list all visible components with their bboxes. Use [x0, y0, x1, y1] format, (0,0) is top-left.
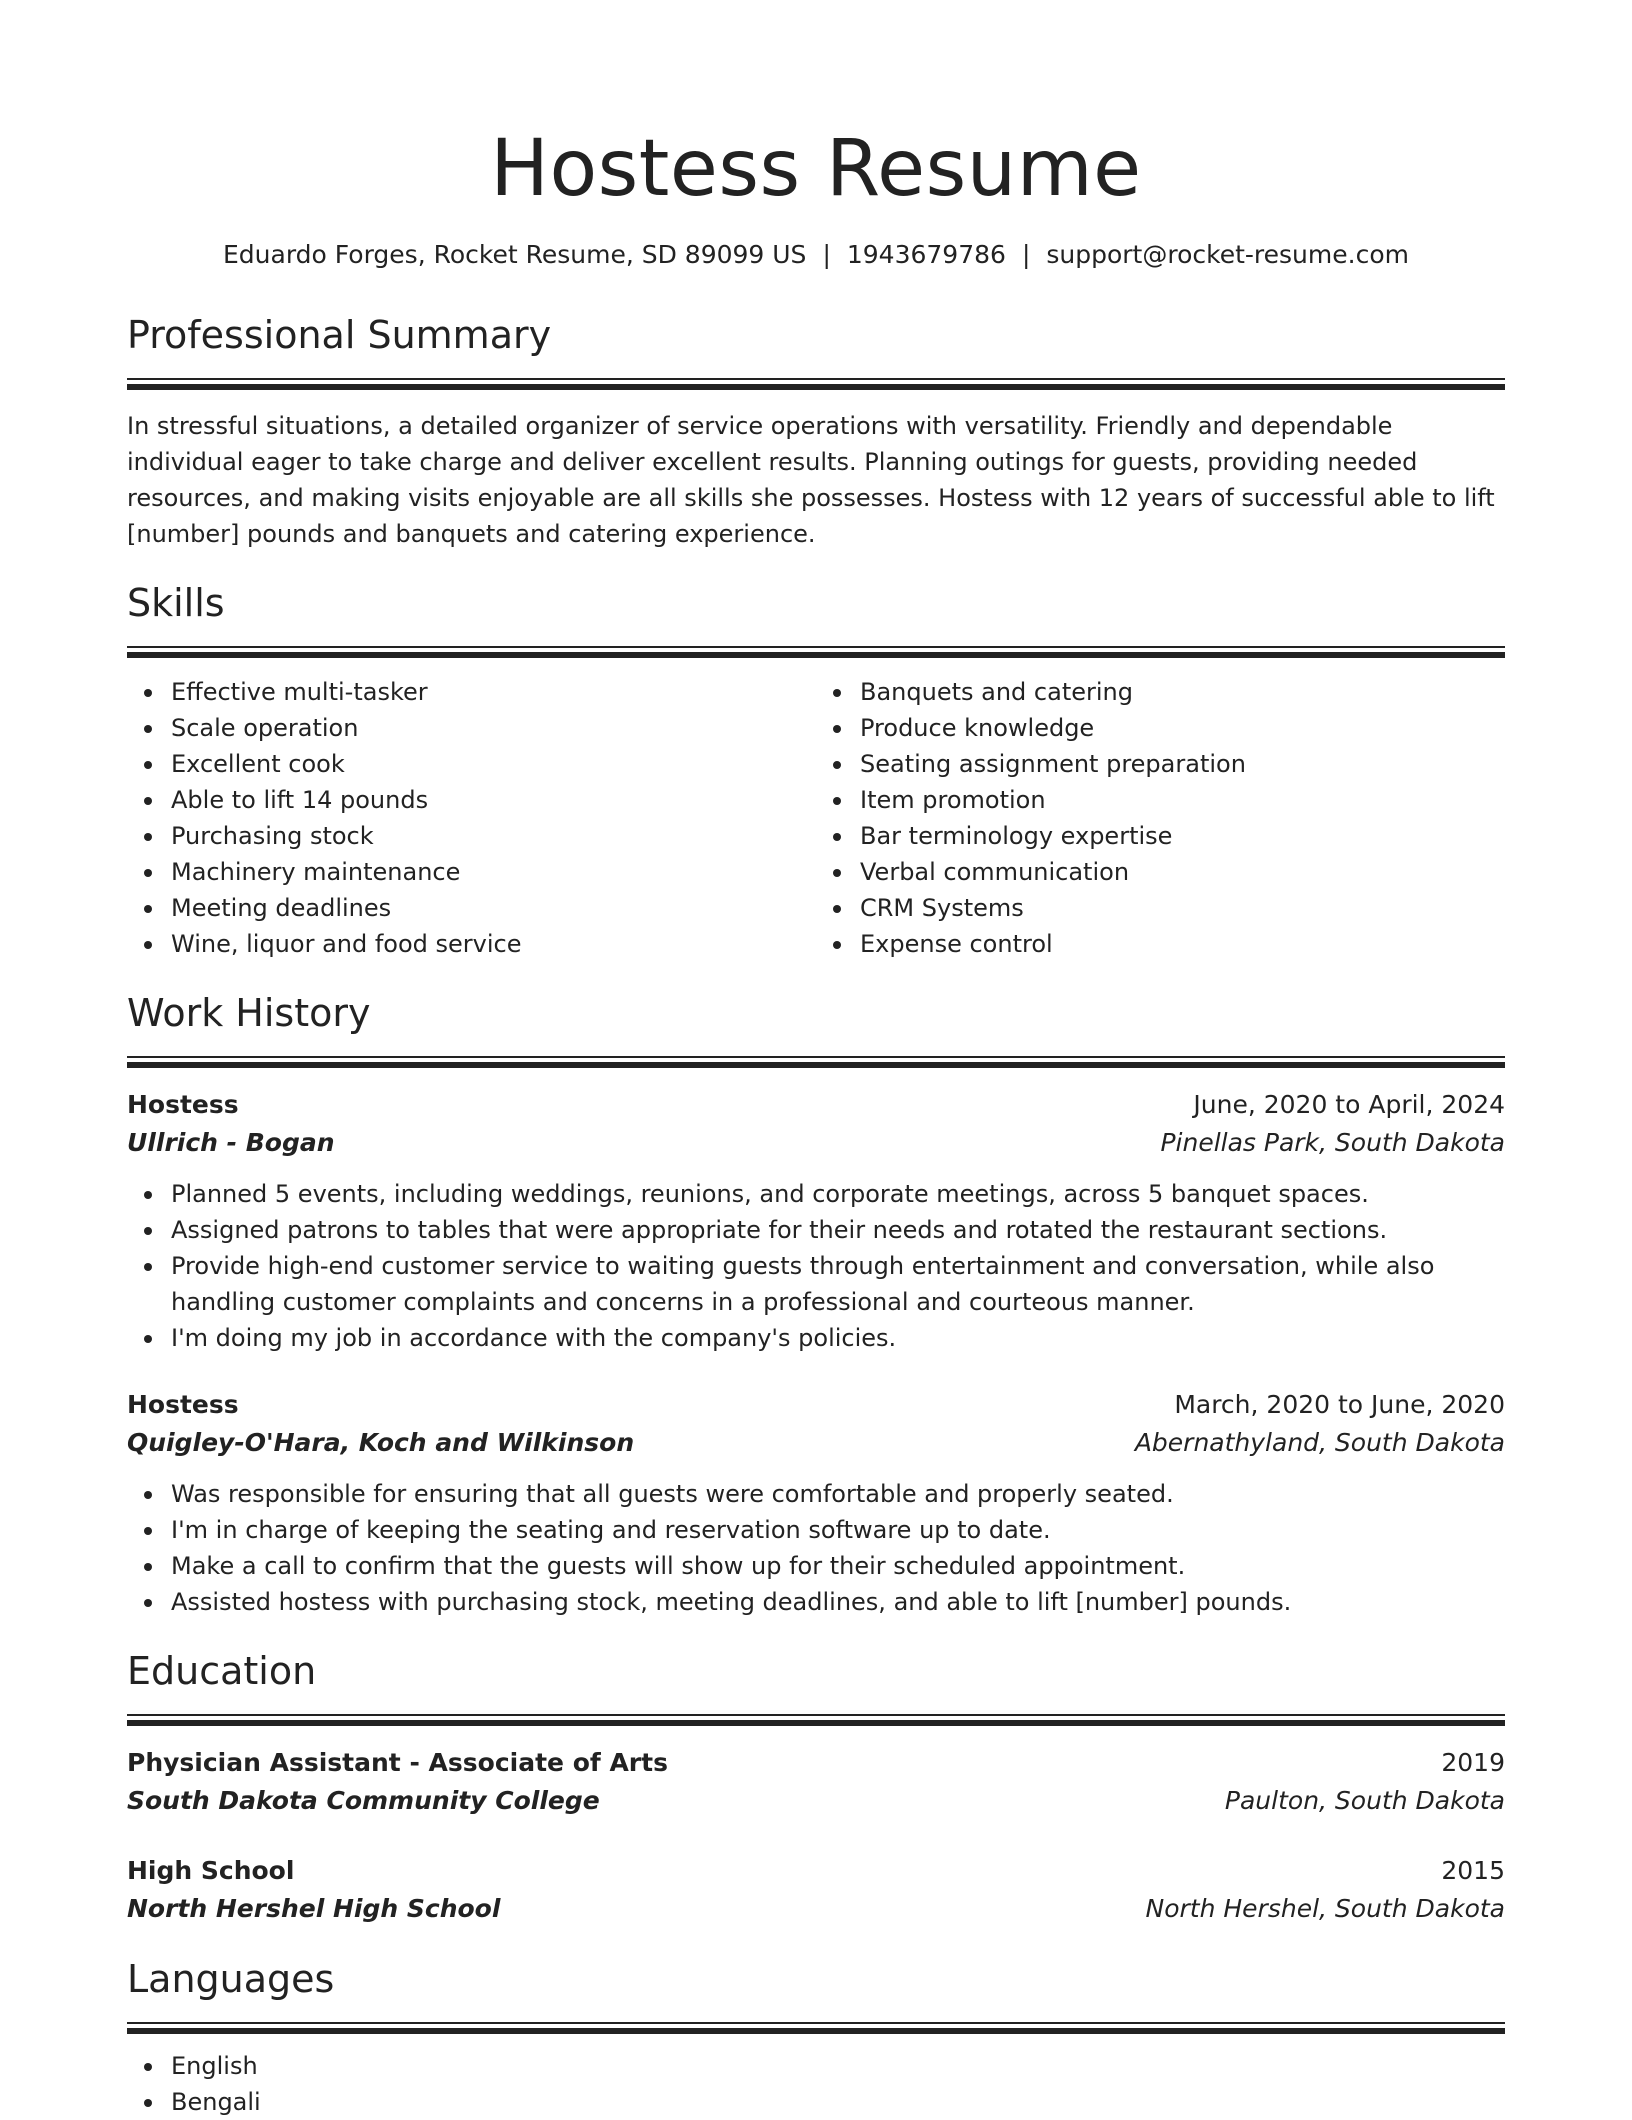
list-item: Excellent cook — [171, 746, 816, 782]
section-heading: Work History — [127, 991, 371, 1035]
list-item: CRM Systems — [860, 890, 1505, 926]
contact-phone: 1943679786 — [846, 240, 1006, 269]
education-degree: High School — [127, 1856, 295, 1885]
job-dates: June, 2020 to April, 2024 — [1193, 1090, 1505, 1119]
list-item: Effective multi-tasker — [171, 674, 816, 710]
education-location: Paulton, South Dakota — [1224, 1786, 1505, 1815]
education-subheader — [127, 1782, 1505, 1820]
page-title: Hostess Resume — [490, 124, 1142, 214]
education-header — [127, 1744, 1505, 1782]
list-item: Assisted hostess with purchasing stock, meeting deadlines, and able to lift [number] pounds. — [171, 1584, 1505, 1620]
list-item: Was responsible for ensuring that all guests were comfortable and properly seated. — [171, 1476, 1505, 1512]
list-item: Wine, liquor and food service — [171, 926, 816, 962]
section-heading: Education — [127, 1649, 317, 1693]
skills-column-right — [816, 674, 1505, 962]
section-heading: Professional Summary — [127, 313, 552, 357]
education-degree: Physician Assistant - Associate of Arts — [127, 1748, 668, 1777]
list-item: Bar terminology expertise — [860, 818, 1505, 854]
contact-separator: | — [1021, 240, 1031, 269]
education-header — [127, 1852, 1505, 1890]
contact-email: support@rocket-resume.com — [1046, 240, 1409, 269]
job-duties — [127, 1176, 1505, 1356]
job-subheader — [127, 1124, 1505, 1162]
section-heading: Skills — [127, 581, 225, 625]
skills-column-left — [127, 674, 816, 962]
list-item: Bengali — [171, 2084, 1505, 2120]
skills-grid — [127, 674, 1505, 962]
skills-section — [127, 578, 1505, 962]
list-item: Planned 5 events, including weddings, reunions, and corporate meetings, across 5 banquet spaces. — [171, 1176, 1505, 1212]
list-item: English — [171, 2048, 1505, 2084]
job-entry — [127, 1086, 1505, 1356]
job-header — [127, 1086, 1505, 1124]
education-section — [127, 1646, 1505, 1928]
education-subheader — [127, 1890, 1505, 1928]
list-item: Machinery maintenance — [171, 854, 816, 890]
list-item: Meeting deadlines — [171, 890, 816, 926]
job-location: Pinellas Park, South Dakota — [1160, 1128, 1505, 1157]
job-entry — [127, 1386, 1505, 1620]
list-item: Seating assignment preparation — [860, 746, 1505, 782]
section-divider — [127, 1714, 1505, 1726]
list-item: Make a call to confirm that the guests will show up for their scheduled appointment. — [171, 1548, 1505, 1584]
list-item: Produce knowledge — [860, 710, 1505, 746]
summary-section — [127, 310, 1505, 552]
skills-list — [127, 674, 816, 962]
education-entry — [127, 1852, 1505, 1928]
section-divider — [127, 646, 1505, 658]
section-heading: Languages — [127, 1957, 335, 2001]
job-title: Hostess — [127, 1090, 239, 1119]
section-divider — [127, 2022, 1505, 2034]
job-dates: March, 2020 to June, 2020 — [1174, 1390, 1505, 1419]
job-title: Hostess — [127, 1390, 239, 1419]
job-location: Abernathyland, South Dakota — [1134, 1428, 1505, 1457]
education-location: North Hershel, South Dakota — [1145, 1894, 1505, 1923]
list-item: Provide high-end customer service to waiting guests through entertainment and conversation, while also handling customer complaints and concerns in a professional and courteous manner. — [171, 1248, 1505, 1320]
education-entry — [127, 1744, 1505, 1820]
education-school: North Hershel High School — [127, 1894, 501, 1923]
list-item: Banquets and catering — [860, 674, 1505, 710]
list-item: Scale operation — [171, 710, 816, 746]
contact-line — [127, 238, 1505, 272]
list-item: Assigned patrons to tables that were appropriate for their needs and rotated the restaurant sections. — [171, 1212, 1505, 1248]
list-item: Purchasing stock — [171, 818, 816, 854]
education-school: South Dakota Community College — [127, 1786, 600, 1815]
list-item: Expense control — [860, 926, 1505, 962]
list-item: Item promotion — [860, 782, 1505, 818]
contact-separator: | — [822, 240, 831, 269]
contact-address: Eduardo Forges, Rocket Resume, SD 89099 US — [223, 240, 807, 269]
job-header — [127, 1386, 1505, 1424]
work-history-section — [127, 988, 1505, 1620]
summary-text: In stressful situations, a detailed organizer of service operations with versatility. Friendly and dependable individual eager to take charge and deliver excellent results. Planning outings for guests, providing needed resources, and making visits enjoyable are all skills she possesses. Hostess with 12 years of successful able to lift [number] pounds and banquets and catering experience. — [127, 412, 1495, 548]
languages-list — [127, 2048, 1505, 2120]
job-duties — [127, 1476, 1505, 1620]
section-divider — [127, 378, 1505, 390]
job-company: Ullrich - Bogan — [127, 1128, 335, 1157]
education-year: 2019 — [1441, 1748, 1505, 1777]
list-item: Able to lift 14 pounds — [171, 782, 816, 818]
section-divider — [127, 1056, 1505, 1068]
languages-section — [127, 1954, 1505, 2120]
education-year: 2015 — [1441, 1856, 1505, 1885]
job-subheader — [127, 1424, 1505, 1462]
skills-list — [816, 674, 1505, 962]
list-item: Verbal communication — [860, 854, 1505, 890]
list-item: I'm in charge of keeping the seating and reservation software up to date. — [171, 1512, 1505, 1548]
job-company: Quigley-O'Hara, Koch and Wilkinson — [127, 1428, 635, 1457]
list-item: I'm doing my job in accordance with the company's policies. — [171, 1320, 1505, 1356]
